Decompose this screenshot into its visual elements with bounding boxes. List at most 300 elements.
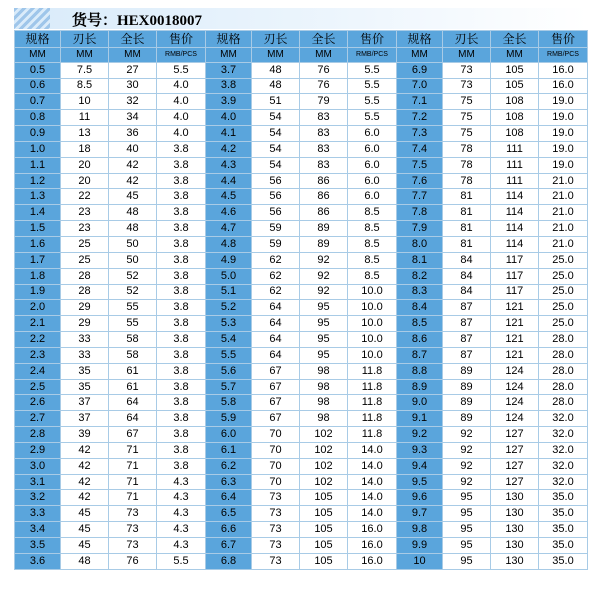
spec-cell: 5.9	[206, 411, 252, 427]
total-length-cell: 130	[491, 490, 539, 506]
price-cell: 4.0	[157, 126, 206, 142]
spec-cell: 3.3	[15, 506, 61, 522]
spec-cell: 0.7	[15, 94, 61, 110]
price-cell: 3.8	[157, 268, 206, 284]
spec-cell: 2.9	[15, 442, 61, 458]
spec-cell: 5.3	[206, 316, 252, 332]
spec-cell: 6.1	[206, 442, 252, 458]
spec-cell: 4.2	[206, 141, 252, 157]
price-cell: 11.8	[348, 363, 397, 379]
total-length-cell: 50	[109, 252, 157, 268]
price-cell: 6.0	[348, 189, 397, 205]
blade-length-cell: 64	[252, 300, 300, 316]
total-length-cell: 61	[109, 379, 157, 395]
total-length-cell: 92	[300, 284, 348, 300]
spec-cell: 4.4	[206, 173, 252, 189]
total-length-cell: 98	[300, 363, 348, 379]
blade-length-cell: 33	[61, 332, 109, 348]
spec-cell: 7.0	[397, 78, 443, 94]
spec-cell: 9.3	[397, 442, 443, 458]
spec-cell: 1.3	[15, 189, 61, 205]
total-length-cell: 52	[109, 268, 157, 284]
unit-blade-length: MM	[252, 48, 300, 63]
price-cell: 28.0	[539, 363, 588, 379]
total-length-cell: 83	[300, 110, 348, 126]
total-length-cell: 42	[109, 157, 157, 173]
spec-cell: 3.5	[15, 538, 61, 554]
blade-length-cell: 51	[252, 94, 300, 110]
blade-length-cell: 23	[61, 221, 109, 237]
total-length-cell: 92	[300, 252, 348, 268]
blade-length-cell: 39	[61, 427, 109, 443]
header-spec: 规格	[206, 31, 252, 48]
price-cell: 8.5	[348, 268, 397, 284]
total-length-cell: 117	[491, 284, 539, 300]
total-length-cell: 114	[491, 205, 539, 221]
spec-cell: 1.8	[15, 268, 61, 284]
header-blade-length: 刃长	[61, 31, 109, 48]
total-length-cell: 114	[491, 236, 539, 252]
price-cell: 32.0	[539, 474, 588, 490]
price-cell: 3.8	[157, 411, 206, 427]
total-length-cell: 61	[109, 363, 157, 379]
table-row	[15, 189, 588, 205]
blade-length-cell: 45	[61, 522, 109, 538]
blade-length-cell: 92	[443, 458, 491, 474]
blade-length-cell: 22	[61, 189, 109, 205]
price-cell: 14.0	[348, 506, 397, 522]
header-price: 售价	[348, 31, 397, 48]
spec-cell: 1.4	[15, 205, 61, 221]
unit-total-length: MM	[300, 48, 348, 63]
price-cell: 32.0	[539, 458, 588, 474]
price-cell: 3.8	[157, 347, 206, 363]
unit-row	[15, 48, 588, 63]
spec-cell: 1.9	[15, 284, 61, 300]
spec-cell: 4.0	[206, 110, 252, 126]
unit-total-length: MM	[109, 48, 157, 63]
price-cell: 4.0	[157, 78, 206, 94]
blade-length-cell: 25	[61, 236, 109, 252]
spec-cell: 6.3	[206, 474, 252, 490]
price-cell: 10.0	[348, 300, 397, 316]
blade-length-cell: 20	[61, 157, 109, 173]
price-cell: 5.5	[157, 62, 206, 78]
spec-cell: 4.5	[206, 189, 252, 205]
total-length-cell: 105	[300, 506, 348, 522]
total-length-cell: 124	[491, 395, 539, 411]
spec-cell: 2.1	[15, 316, 61, 332]
blade-length-cell: 64	[252, 332, 300, 348]
blade-length-cell: 89	[443, 363, 491, 379]
spec-cell: 9.0	[397, 395, 443, 411]
spec-cell: 7.1	[397, 94, 443, 110]
price-cell: 5.5	[348, 62, 397, 78]
total-length-cell: 40	[109, 141, 157, 157]
total-length-cell: 121	[491, 347, 539, 363]
spec-cell: 0.8	[15, 110, 61, 126]
table-row	[15, 78, 588, 94]
price-cell: 4.0	[157, 110, 206, 126]
price-cell: 14.0	[348, 490, 397, 506]
total-length-cell: 108	[491, 94, 539, 110]
price-cell: 6.0	[348, 141, 397, 157]
total-length-cell: 127	[491, 458, 539, 474]
blade-length-cell: 73	[252, 506, 300, 522]
spec-cell: 2.6	[15, 395, 61, 411]
price-cell: 3.8	[157, 316, 206, 332]
unit-blade-length: MM	[443, 48, 491, 63]
blade-length-cell: 95	[443, 506, 491, 522]
blade-length-cell: 62	[252, 252, 300, 268]
price-cell: 4.3	[157, 490, 206, 506]
total-length-cell: 102	[300, 474, 348, 490]
spec-cell: 4.3	[206, 157, 252, 173]
blade-length-cell: 70	[252, 427, 300, 443]
total-length-cell: 83	[300, 126, 348, 142]
total-length-cell: 114	[491, 221, 539, 237]
total-length-cell: 86	[300, 189, 348, 205]
blade-length-cell: 23	[61, 205, 109, 221]
table-row	[15, 395, 588, 411]
price-cell: 3.8	[157, 189, 206, 205]
spec-cell: 2.2	[15, 332, 61, 348]
spec-cell: 2.5	[15, 379, 61, 395]
blade-length-cell: 29	[61, 316, 109, 332]
spec-cell: 4.7	[206, 221, 252, 237]
blade-length-cell: 13	[61, 126, 109, 142]
blade-length-cell: 81	[443, 236, 491, 252]
spec-cell: 5.2	[206, 300, 252, 316]
header-blade-length: 刃长	[252, 31, 300, 48]
total-length-cell: 102	[300, 442, 348, 458]
total-length-cell: 127	[491, 442, 539, 458]
blade-length-cell: 81	[443, 221, 491, 237]
table-row	[15, 411, 588, 427]
total-length-cell: 105	[300, 553, 348, 569]
total-length-cell: 32	[109, 94, 157, 110]
spec-cell: 6.7	[206, 538, 252, 554]
spec-cell: 5.5	[206, 347, 252, 363]
spec-cell: 5.6	[206, 363, 252, 379]
blade-length-cell: 54	[252, 141, 300, 157]
spec-cell: 9.4	[397, 458, 443, 474]
table-row	[15, 141, 588, 157]
spec-cell: 6.2	[206, 458, 252, 474]
total-length-cell: 48	[109, 205, 157, 221]
spec-table-body	[15, 31, 588, 570]
table-row	[15, 379, 588, 395]
blade-length-cell: 48	[252, 62, 300, 78]
total-length-cell: 58	[109, 347, 157, 363]
price-cell: 28.0	[539, 395, 588, 411]
total-length-cell: 127	[491, 427, 539, 443]
blade-length-cell: 62	[252, 268, 300, 284]
total-length-cell: 52	[109, 284, 157, 300]
price-cell: 3.8	[157, 284, 206, 300]
price-cell: 16.0	[348, 538, 397, 554]
spec-cell: 8.1	[397, 252, 443, 268]
price-cell: 25.0	[539, 316, 588, 332]
blade-length-cell: 48	[252, 78, 300, 94]
blade-length-cell: 67	[252, 379, 300, 395]
blade-length-cell: 95	[443, 538, 491, 554]
blade-length-cell: 89	[443, 411, 491, 427]
spec-cell: 2.4	[15, 363, 61, 379]
unit-price: RMB/PCS	[157, 48, 206, 63]
blade-length-cell: 20	[61, 173, 109, 189]
total-length-cell: 105	[300, 538, 348, 554]
spec-cell: 5.7	[206, 379, 252, 395]
price-cell: 10.0	[348, 316, 397, 332]
total-length-cell: 86	[300, 173, 348, 189]
total-length-cell: 121	[491, 300, 539, 316]
blade-length-cell: 73	[252, 538, 300, 554]
blade-length-cell: 64	[252, 316, 300, 332]
total-length-cell: 95	[300, 300, 348, 316]
price-cell: 25.0	[539, 268, 588, 284]
price-cell: 35.0	[539, 522, 588, 538]
blade-length-cell: 28	[61, 268, 109, 284]
price-cell: 6.0	[348, 157, 397, 173]
total-length-cell: 95	[300, 347, 348, 363]
blade-length-cell: 59	[252, 221, 300, 237]
blade-length-cell: 70	[252, 442, 300, 458]
spec-cell: 7.5	[397, 157, 443, 173]
blade-length-cell: 67	[252, 395, 300, 411]
total-length-cell: 71	[109, 474, 157, 490]
total-length-cell: 71	[109, 490, 157, 506]
total-length-cell: 36	[109, 126, 157, 142]
blade-length-cell: 75	[443, 126, 491, 142]
blade-length-cell: 54	[252, 157, 300, 173]
table-row	[15, 474, 588, 490]
spec-cell: 3.0	[15, 458, 61, 474]
spec-cell: 4.8	[206, 236, 252, 252]
table-row	[15, 284, 588, 300]
blade-length-cell: 35	[61, 363, 109, 379]
spec-cell: 8.0	[397, 236, 443, 252]
blade-length-cell: 11	[61, 110, 109, 126]
total-length-cell: 111	[491, 141, 539, 157]
blade-length-cell: 87	[443, 332, 491, 348]
spec-cell: 6.9	[397, 62, 443, 78]
spec-cell: 7.3	[397, 126, 443, 142]
unit-spec: MM	[15, 48, 61, 63]
table-row	[15, 522, 588, 538]
table-row	[15, 363, 588, 379]
total-length-cell: 111	[491, 157, 539, 173]
table-row	[15, 236, 588, 252]
spec-cell: 6.8	[206, 553, 252, 569]
spec-cell: 3.2	[15, 490, 61, 506]
header-total-length: 全长	[300, 31, 348, 48]
price-cell: 8.5	[348, 221, 397, 237]
blade-length-cell: 70	[252, 474, 300, 490]
blade-length-cell: 67	[252, 363, 300, 379]
blade-length-cell: 92	[443, 474, 491, 490]
blade-length-cell: 42	[61, 490, 109, 506]
price-cell: 11.8	[348, 427, 397, 443]
blade-length-cell: 37	[61, 411, 109, 427]
table-row	[15, 458, 588, 474]
price-cell: 3.8	[157, 379, 206, 395]
total-length-cell: 92	[300, 268, 348, 284]
price-cell: 16.0	[348, 522, 397, 538]
price-cell: 10.0	[348, 332, 397, 348]
spec-cell: 7.7	[397, 189, 443, 205]
spec-cell: 9.6	[397, 490, 443, 506]
total-length-cell: 114	[491, 189, 539, 205]
spec-cell: 6.0	[206, 427, 252, 443]
blade-length-cell: 73	[252, 553, 300, 569]
blade-length-cell: 95	[443, 522, 491, 538]
price-cell: 4.3	[157, 474, 206, 490]
table-row	[15, 442, 588, 458]
total-length-cell: 34	[109, 110, 157, 126]
spec-cell: 7.8	[397, 205, 443, 221]
price-cell: 3.8	[157, 221, 206, 237]
total-length-cell: 111	[491, 173, 539, 189]
spec-cell: 4.9	[206, 252, 252, 268]
table-row	[15, 173, 588, 189]
spec-cell: 3.6	[15, 553, 61, 569]
price-cell: 3.8	[157, 363, 206, 379]
total-length-cell: 121	[491, 316, 539, 332]
price-cell: 19.0	[539, 94, 588, 110]
table-row	[15, 553, 588, 569]
price-cell: 4.3	[157, 506, 206, 522]
table-row	[15, 221, 588, 237]
spec-cell: 7.6	[397, 173, 443, 189]
table-row	[15, 126, 588, 142]
spec-cell: 3.9	[206, 94, 252, 110]
spec-cell: 3.7	[206, 62, 252, 78]
blade-length-cell: 78	[443, 141, 491, 157]
total-length-cell: 130	[491, 553, 539, 569]
total-length-cell: 83	[300, 141, 348, 157]
price-cell: 32.0	[539, 411, 588, 427]
blade-length-cell: 84	[443, 284, 491, 300]
spec-cell: 6.5	[206, 506, 252, 522]
blade-length-cell: 45	[61, 538, 109, 554]
price-cell: 21.0	[539, 189, 588, 205]
price-cell: 21.0	[539, 205, 588, 221]
price-cell: 5.5	[157, 553, 206, 569]
total-length-cell: 89	[300, 221, 348, 237]
price-cell: 21.0	[539, 236, 588, 252]
price-cell: 11.8	[348, 395, 397, 411]
spec-cell: 1.1	[15, 157, 61, 173]
spec-cell: 6.4	[206, 490, 252, 506]
total-length-cell: 64	[109, 411, 157, 427]
spec-cell: 1.0	[15, 141, 61, 157]
spec-cell: 1.6	[15, 236, 61, 252]
total-length-cell: 108	[491, 110, 539, 126]
table-row	[15, 300, 588, 316]
unit-price: RMB/PCS	[539, 48, 588, 63]
blade-length-cell: 7.5	[61, 62, 109, 78]
spec-cell: 8.4	[397, 300, 443, 316]
blade-length-cell: 95	[443, 490, 491, 506]
total-length-cell: 55	[109, 316, 157, 332]
price-cell: 3.8	[157, 395, 206, 411]
spec-cell: 7.9	[397, 221, 443, 237]
spec-cell: 2.7	[15, 411, 61, 427]
table-row	[15, 490, 588, 506]
price-cell: 3.8	[157, 332, 206, 348]
price-cell: 5.5	[348, 94, 397, 110]
spec-cell: 0.9	[15, 126, 61, 142]
price-cell: 10.0	[348, 347, 397, 363]
blade-length-cell: 87	[443, 300, 491, 316]
spec-cell: 2.8	[15, 427, 61, 443]
total-length-cell: 71	[109, 442, 157, 458]
spec-cell: 8.6	[397, 332, 443, 348]
table-row	[15, 268, 588, 284]
spec-cell: 9.8	[397, 522, 443, 538]
blade-length-cell: 42	[61, 442, 109, 458]
table-row	[15, 506, 588, 522]
product-code-title: 货号：HEX0018007	[72, 13, 203, 29]
total-length-cell: 58	[109, 332, 157, 348]
spec-cell: 5.4	[206, 332, 252, 348]
total-length-cell: 105	[300, 490, 348, 506]
blade-length-cell: 81	[443, 189, 491, 205]
blade-length-cell: 54	[252, 126, 300, 142]
table-row	[15, 538, 588, 554]
total-length-cell: 98	[300, 379, 348, 395]
total-length-cell: 105	[491, 62, 539, 78]
price-cell: 28.0	[539, 379, 588, 395]
price-cell: 3.8	[157, 141, 206, 157]
unit-blade-length: MM	[61, 48, 109, 63]
price-cell: 3.8	[157, 427, 206, 443]
price-cell: 19.0	[539, 126, 588, 142]
price-cell: 16.0	[539, 62, 588, 78]
unit-spec: MM	[206, 48, 252, 63]
spec-cell: 8.5	[397, 316, 443, 332]
total-length-cell: 124	[491, 363, 539, 379]
spec-cell: 7.4	[397, 141, 443, 157]
price-cell: 5.5	[348, 78, 397, 94]
spec-cell: 7.2	[397, 110, 443, 126]
spec-cell: 2.0	[15, 300, 61, 316]
table-row	[15, 157, 588, 173]
price-cell: 35.0	[539, 490, 588, 506]
spec-cell: 3.1	[15, 474, 61, 490]
total-length-cell: 102	[300, 427, 348, 443]
spec-cell: 9.9	[397, 538, 443, 554]
price-cell: 8.5	[348, 236, 397, 252]
spec-cell: 9.1	[397, 411, 443, 427]
total-length-cell: 50	[109, 236, 157, 252]
price-cell: 25.0	[539, 284, 588, 300]
blade-length-cell: 54	[252, 110, 300, 126]
blade-length-cell: 81	[443, 205, 491, 221]
price-cell: 3.8	[157, 205, 206, 221]
blade-length-cell: 67	[252, 411, 300, 427]
blade-length-cell: 56	[252, 205, 300, 221]
price-cell: 4.3	[157, 538, 206, 554]
price-cell: 3.8	[157, 157, 206, 173]
total-length-cell: 130	[491, 538, 539, 554]
price-cell: 21.0	[539, 173, 588, 189]
table-row	[15, 62, 588, 78]
blade-length-cell: 28	[61, 284, 109, 300]
price-cell: 8.5	[348, 252, 397, 268]
blade-length-cell: 45	[61, 506, 109, 522]
